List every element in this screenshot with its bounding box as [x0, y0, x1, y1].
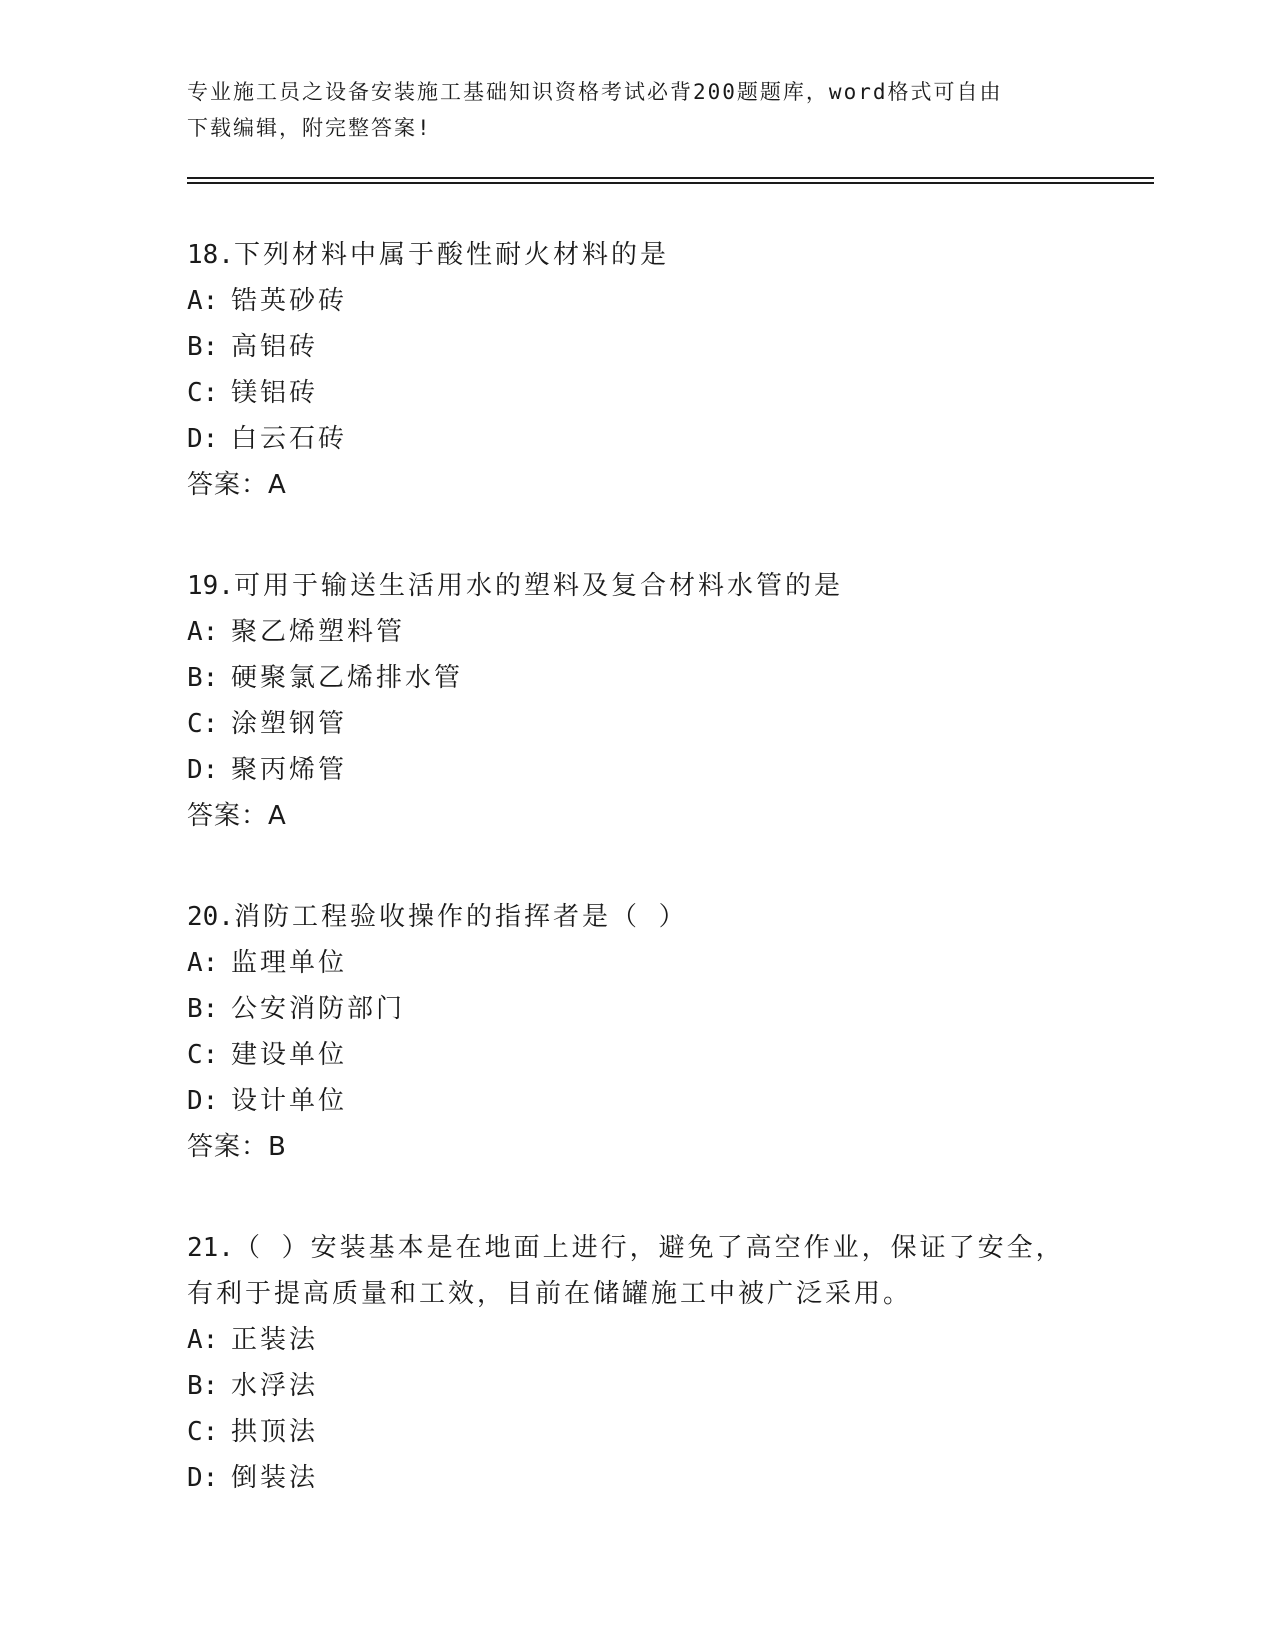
question-list	[187, 232, 1087, 1556]
option-c	[187, 370, 1087, 416]
option-letter: A:	[187, 1325, 219, 1355]
option-text: 水浮法	[231, 1371, 319, 1401]
option-text: 监理单位	[231, 948, 348, 978]
option-text: 倒装法	[231, 1463, 319, 1493]
option-text: 高铝砖	[231, 332, 319, 362]
question-stem	[187, 563, 1087, 609]
question-stem	[187, 1225, 1087, 1271]
question-number: 21.	[187, 1233, 234, 1263]
answer-line: 答案：A	[187, 801, 287, 831]
option-b	[187, 986, 1087, 1032]
option-a	[187, 1317, 1087, 1363]
option-a	[187, 278, 1087, 324]
option-text: 设计单位	[231, 1086, 348, 1116]
question-21	[187, 1225, 1087, 1501]
header-divider-top	[187, 177, 1154, 179]
option-text: 锆英砂砖	[231, 286, 348, 316]
question-number: 18.	[187, 240, 234, 270]
option-letter: D:	[187, 1463, 219, 1493]
option-letter: B:	[187, 663, 219, 693]
option-letter: A:	[187, 617, 219, 647]
option-text: 公安消防部门	[231, 994, 406, 1024]
question-18	[187, 232, 1087, 508]
question-text: （ ）安装基本是在地面上进行，避免了高空作业，保证了安全，	[233, 1233, 1065, 1263]
option-text: 正装法	[231, 1325, 319, 1355]
option-a	[187, 940, 1087, 986]
option-b	[187, 324, 1087, 370]
option-letter: C:	[187, 1040, 219, 1070]
option-b	[187, 655, 1087, 701]
question-19	[187, 563, 1087, 839]
option-a	[187, 609, 1087, 655]
option-text: 聚丙烯管	[231, 755, 348, 785]
option-text: 白云石砖	[231, 424, 348, 454]
question-text: 消防工程验收操作的指挥者是（ ）	[233, 902, 688, 932]
option-d	[187, 416, 1087, 462]
option-c	[187, 701, 1087, 747]
question-number: 20.	[187, 902, 234, 932]
option-letter: D:	[187, 424, 219, 454]
option-text: 镁铝砖	[231, 378, 319, 408]
question-text: 下列材料中属于酸性耐火材料的是	[233, 240, 669, 270]
option-c	[187, 1032, 1087, 1078]
option-letter: C:	[187, 378, 219, 408]
option-letter: D:	[187, 755, 219, 785]
option-letter: C:	[187, 709, 219, 739]
header-title-line-2: 下载编辑，附完整答案!	[187, 116, 432, 140]
answer-line: 答案：A	[187, 470, 287, 500]
option-c	[187, 1409, 1087, 1455]
option-text: 涂塑钢管	[231, 709, 348, 739]
header-divider-bottom	[187, 182, 1154, 184]
option-text: 聚乙烯塑料管	[231, 617, 406, 647]
option-letter: A:	[187, 948, 219, 978]
option-letter: C:	[187, 1417, 219, 1447]
question-number: 19.	[187, 571, 234, 601]
option-letter: A:	[187, 286, 219, 316]
option-letter: B:	[187, 994, 219, 1024]
question-20	[187, 894, 1087, 1170]
question-text: 可用于输送生活用水的塑料及复合材料水管的是	[233, 571, 843, 601]
header-title-line-1: 专业施工员之设备安装施工基础知识资格考试必背200题题库，word格式可自由	[187, 80, 1003, 104]
option-text: 硬聚氯乙烯排水管	[231, 663, 464, 693]
option-b	[187, 1363, 1087, 1409]
question-stem-continuation: 有利于提高质量和工效，目前在储罐施工中被广泛采用。	[187, 1279, 913, 1309]
question-stem	[187, 894, 1087, 940]
option-letter: B:	[187, 332, 219, 362]
option-text: 建设单位	[231, 1040, 348, 1070]
answer-line: 答案：B	[187, 1132, 287, 1162]
question-stem	[187, 232, 1087, 278]
option-letter: B:	[187, 1371, 219, 1401]
option-d	[187, 1455, 1087, 1501]
document-header	[187, 74, 1087, 146]
option-d	[187, 747, 1087, 793]
option-letter: D:	[187, 1086, 219, 1116]
option-text: 拱顶法	[231, 1417, 319, 1447]
option-d	[187, 1078, 1087, 1124]
